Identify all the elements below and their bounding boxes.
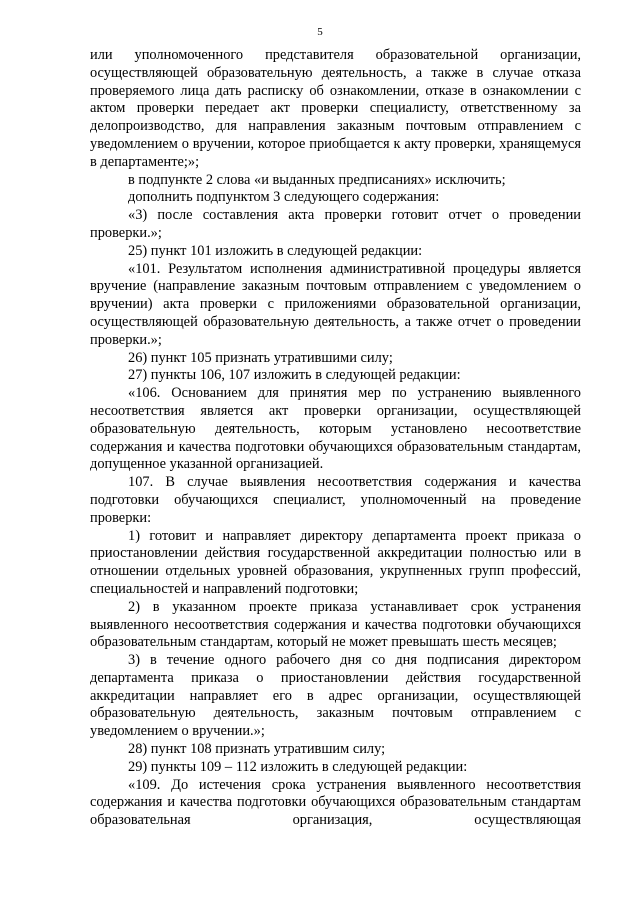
paragraph-item-26: 26) пункт 105 признать утратившими силу; xyxy=(128,349,393,366)
paragraph-subpoint-2: в подпункте 2 слова «и выданных предписаниях» исключить; xyxy=(128,171,506,188)
paragraph-item-25: 25) пункт 101 изложить в следующей редакции: xyxy=(128,242,423,259)
paragraph-continuation: или уполномоченного представителя образовательной организации, осуществляющей образовательную деятельность, а также в случае отказа проверяемого лица дать расписку об ознакомлении, отказе в ознакомлении с актом проверки передает акт проверки специалисту, ответственному за делопроизводство, для направления заказным почтовым отправлением с уведомлением о вручении, которое приобщается к акту проверки, хранящемуся в департаменте;»; xyxy=(90,47,581,170)
paragraph-add-subpoint-3: дополнить подпунктом 3 следующего содержания: xyxy=(128,189,440,206)
paragraph-107-1: 1) готовит и направляет директору департамента проект приказа о приостановлении действия государственной аккредитации полностью или в отношении отдельных уровней образования, укрупненных групп профессий, специальностей и направлений подготовки; xyxy=(90,527,581,597)
paragraph-107-3: 3) в течение одного рабочего дня со дня подписания директором департамента приказа о приостановлении действия государственной аккредитации направляет его в адрес организации, осуществляющей образовательную деятельность, заказным почтовым отправлением с уведомлением о вручении.»; xyxy=(90,652,581,740)
paragraph-107: 107. В случае выявления несоответствия содержания и качества подготовки обучающихся специалист, уполномоченный на проведение проверки: xyxy=(90,474,581,526)
paragraph-109: «109. До истечения срока устранения выявленного несоответствия содержания и качества подготовки обучающихся образовательным стандартам образовательная организация, осуществляющая xyxy=(90,776,581,829)
page-number: 5 xyxy=(317,26,323,38)
paragraph-101: «101. Результатом исполнения административной процедуры является вручение (направление заказным почтовым отправлением с уведомлением о вручении) акта проверки с приложениями образовательной организации, осуществляющей образовательную деятельность, а также отчет о проведении проверки.»; xyxy=(90,260,581,348)
paragraph-106: «106. Основанием для принятия мер по устранению выявленного несоответствия является акт проверки организации, осуществляющей образовательную деятельность, которым установлено несоответствие содержания и качества подготовки обучающихся образовательным стандартам, допущенное указанной организацией. xyxy=(90,385,581,473)
paragraph-107-2: 2) в указанном проекте приказа устанавливает срок устранения выявленного несоответствия содержания и качества подготовки обучающихся образовательным стандартам, который не может превышать шесть месяцев; xyxy=(90,598,581,651)
document-body xyxy=(90,47,581,830)
paragraph-subpoint-3-text: «3) после составления акта проверки готовит отчет о проведении проверки.»; xyxy=(90,207,581,241)
paragraph-item-27: 27) пункты 106, 107 изложить в следующей редакции: xyxy=(128,367,461,384)
paragraph-item-29: 29) пункты 109 – 112 изложить в следующей редакции: xyxy=(128,758,468,775)
paragraph-item-28: 28) пункт 108 признать утратившим силу; xyxy=(128,741,386,758)
